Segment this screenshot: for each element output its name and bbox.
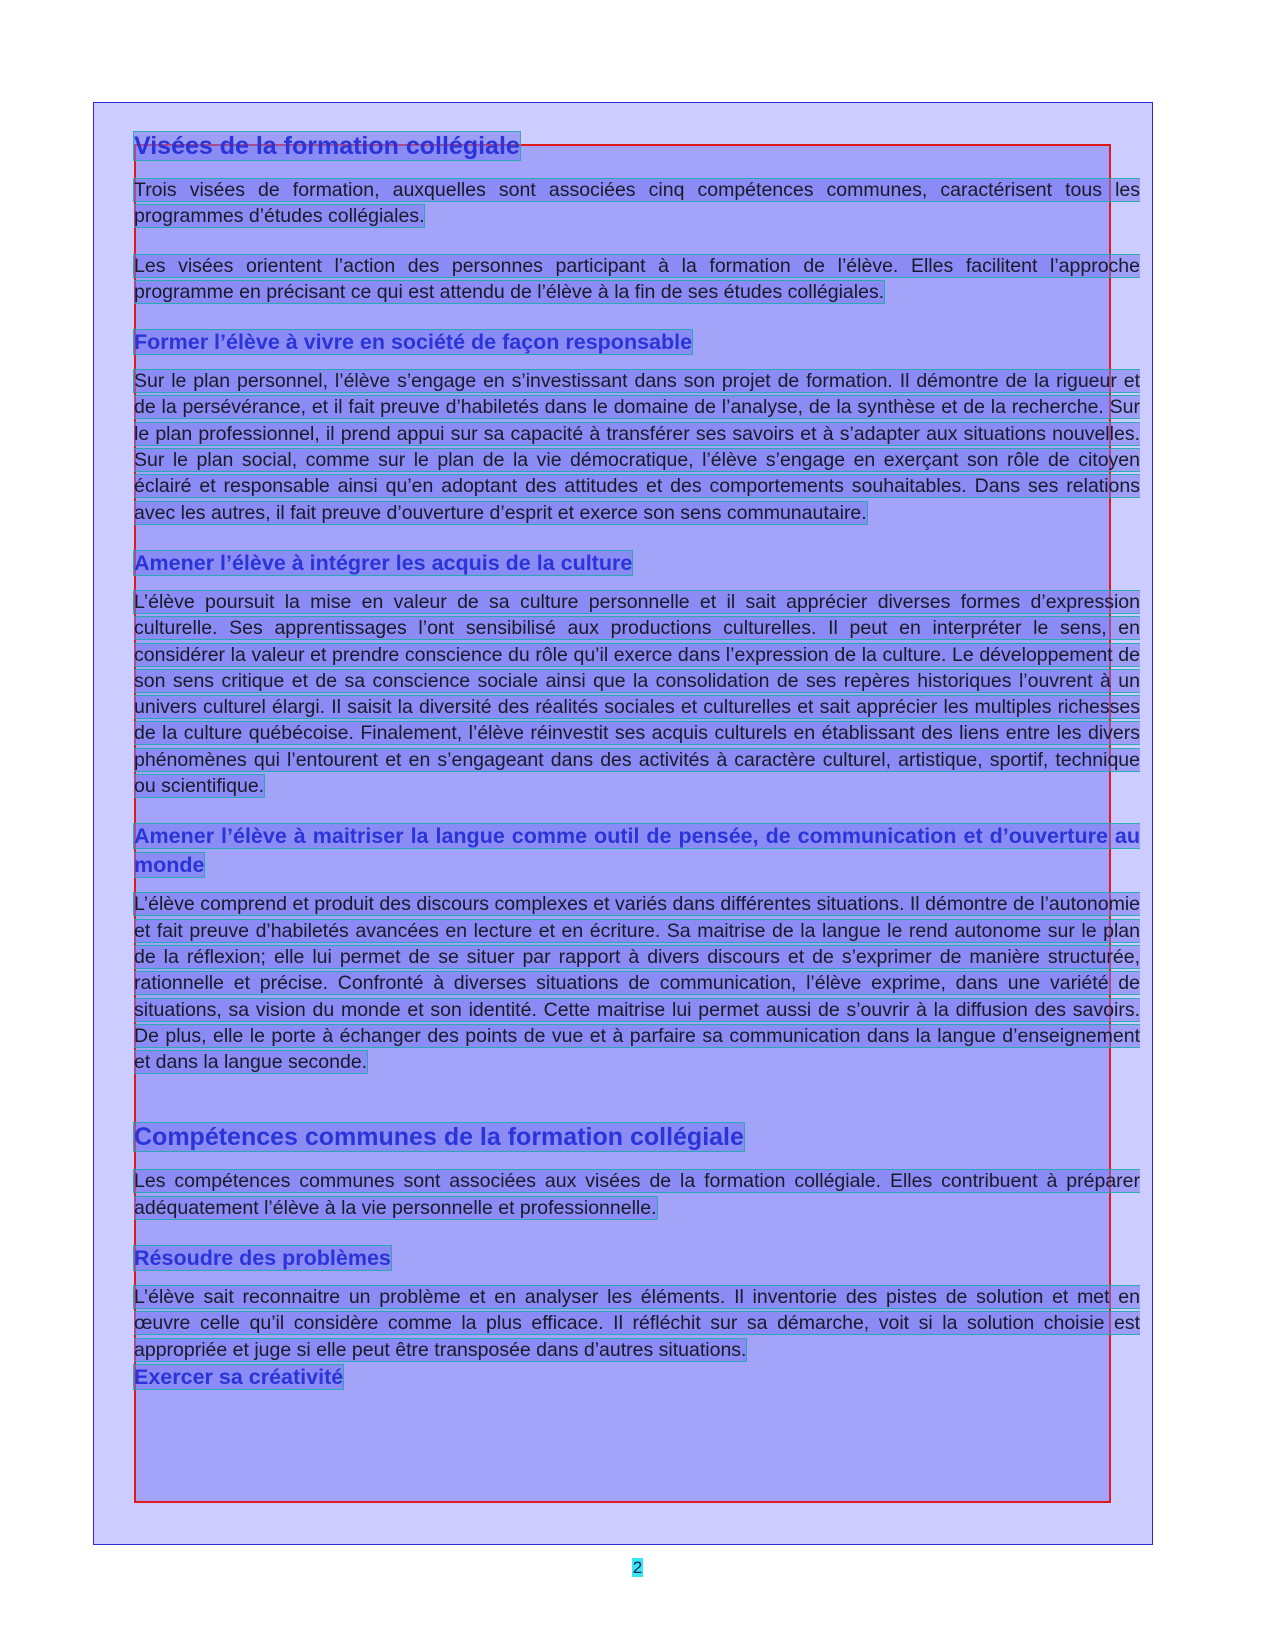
paragraph-problemes: L’élève sait reconnaitre un problème et en analyser les éléments. Il inventorie des pistes de solution et met en œuvre celle qu’il considère comme la plus efficace. Il réfléchit sur sa démarche, voit si la solution choisie est appropriée et juge si elle peut être transposée dans d’autres situations.	[134, 1286, 1140, 1361]
page-number: 2	[632, 1558, 643, 1577]
document-body	[134, 131, 1140, 1392]
section-title-visees: Visées de la formation collégiale	[134, 132, 520, 160]
subsection-title-societe: Former l’élève à vivre en société de façon responsable	[134, 330, 693, 355]
subsection-title-culture: Amener l’élève à intégrer les acquis de la culture	[134, 550, 633, 575]
section-title-competences: Compétences communes de la formation collégiale	[134, 1123, 744, 1152]
paragraph-societe: Sur le plan personnel, l’élève s’engage en s’investissant dans son projet de formation. Il démontre de la rigueur et de la persévérance, et il fait preuve d’habiletés dans le domaine de l’analyse, de la synthèse et de la recherche. Sur le plan professionnel, il prend appui sur sa capacité à transférer ses savoirs et à s’adapter aux situations nouvelles. Sur le plan social, comme sur le plan de la vie démocratique, l’élève s’engage en exerçant son rôle de citoyen éclairé et responsable ainsi qu’en adoptant des attitudes et des comportements souhaitables. Dans ses relations avec les autres, il fait preuve d’ouverture d’esprit et exerce son sens communautaire.	[134, 370, 1140, 524]
intro-paragraph-2: Les visées orientent l’action des personnes participant à la formation de l’élève. Elles facilitent l’approche programme en précisant ce qui est attendu de l’élève à la fin de ses études collégiales.	[134, 254, 1140, 303]
intro-paragraph-1: Trois visées de formation, auxquelles sont associées cinq compétences communes, caractérisent tous les programmes d’études collégiales.	[134, 179, 1140, 228]
subsection-title-problemes: Résoudre des problèmes	[134, 1246, 391, 1271]
paragraph-culture: L’élève poursuit la mise en valeur de sa culture personnelle et il sait apprécier diverses formes d’expression culturelle. Ses apprentissages l’ont sensibilisé aux productions culturelles. Il peut en interpréter le sens, en considérer la valeur et prendre conscience du rôle qu’il exerce dans l’expression de la culture. Le développement de son sens critique et de sa conscience sociale ainsi que la consolidation de ses repères historiques l’ouvrent à un univers culturel élargi. Il saisit la diversité des réalités sociales et culturelles et sait apprécier les multiples richesses de la culture québécoise. Finalement, l’élève réinvestit ses acquis culturels en établissant des liens entre les divers phénomènes qui l’entourent et en s’engageant dans des activités à caractère culturel, artistique, sportif, technique ou scientifique.	[134, 590, 1140, 798]
intro-paragraph-competences: Les compétences communes sont associées aux visées de la formation collégiale. Elles contribuent à préparer adéquatement l’élève à la vie personnelle et professionnelle.	[134, 1170, 1140, 1219]
paragraph-langue: L’élève comprend et produit des discours complexes et variés dans différentes situations. Il démontre de l’autonomie et fait preuve d’habiletés avancées en lecture et en écriture. Sa maitrise de la langue le rend autonome sur le plan de la réflexion; elle lui permet de se situer par rapport à divers discours et de s’exprimer de manière structurée, rationnelle et précise. Confronté à diverses situations de communication, l’élève exprime, dans une variété de situations, sa vision du monde et son identité. Cette maitrise lui permet aussi de s’ouvrir à la diffusion des savoirs. De plus, elle le porte à échanger des points de vue et à parfaire sa communication dans la langue d’enseignement et dans la langue seconde.	[134, 893, 1140, 1074]
subsection-title-creativite: Exercer sa créativité	[134, 1364, 344, 1389]
subsection-title-langue: Amener l’élève à maitriser la langue comme outil de pensée, de communication et d’ouverture au monde	[134, 824, 1140, 878]
